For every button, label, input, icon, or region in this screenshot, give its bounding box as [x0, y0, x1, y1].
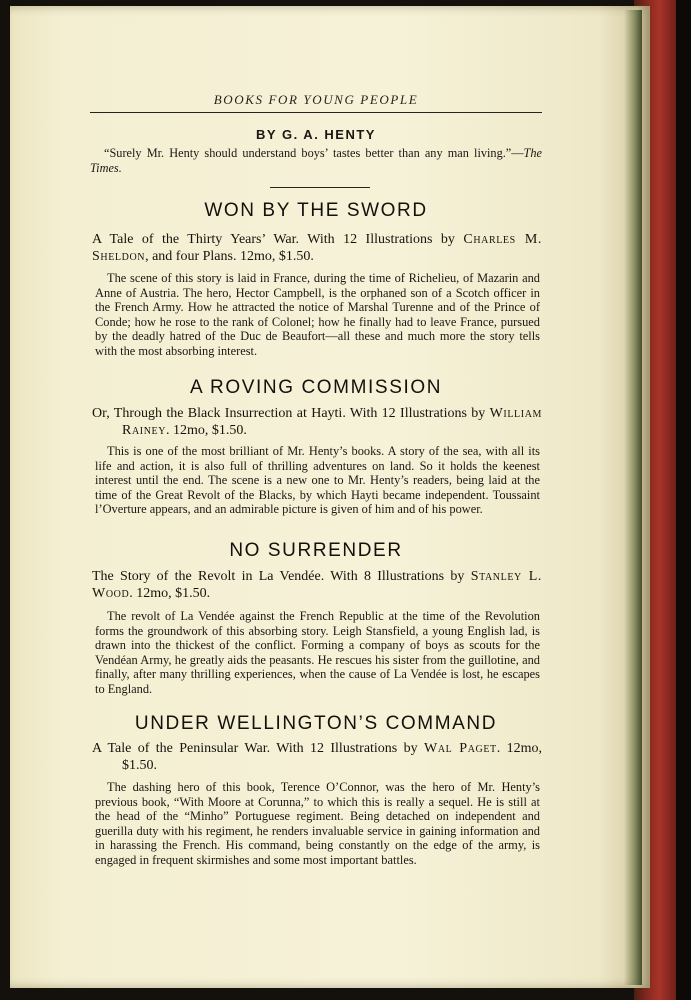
- subtitle-lead: A Tale of the Peninsular War. With 12 Illustrations by: [92, 741, 418, 756]
- book-description: This is one of the most brilliant of Mr. Henty’s books. A story of the sea, with all its life and action, it is also full of thrilling adventures on land. So it holds the keenest interest until the end. The scene is a new one to Mr. Henty’s readers, being laid at the time of the Great Revolt of the Blacks, by which Hayti became independent. Toussaint l’Overture appears, and an admirable picture is given of him and of his power.: [95, 444, 540, 516]
- book-description: The scene of this story is laid in France, during the time of Richelieu, of Mazarin and Anne of Austria. The hero, Hector Campbell, is the orphaned son of a Scotch officer in the French Army. How he attracted the notice of Marshal Turenne and of the Prince of Conde; how he rose to the rank of Colonel; how he finally had to leave France, pursued by the deadly hatred of the Duc de Beaufort—all these and much more the story tells with the most absorbing interest.: [95, 271, 540, 358]
- illustrator-name: Wal Paget: [424, 741, 497, 756]
- book-title: WON BY THE SWORD: [204, 200, 428, 221]
- book-title: UNDER WELLINGTON’S COMMAND: [134, 713, 498, 734]
- subtitle-lead: A Tale of the Thirty Years’ War. With 12 Illustrations by: [92, 232, 455, 247]
- book-description: The dashing hero of this book, Terence O’Connor, was the hero of Mr. Henty’s previous book, “With Moore at Corunna,” to which this is really a sequel. He is still at the head of the “Minho” Portuguese regiment. Being detached on independent and guerilla duty with his regiment, he renders invaluable service in gaining information and in harassing the French. His command, being constantly on the edge of the army, is engaged in frequent skirmishes and some most important battles.: [95, 780, 540, 867]
- book-title: NO SURRENDER: [229, 540, 403, 561]
- header-rule: [90, 112, 542, 113]
- quote-text: “Surely Mr. Henty should understand boys’ tastes better than any man living.”—: [104, 146, 524, 160]
- subtitle-price: . 12mo, $1.50.: [122, 741, 543, 773]
- book-description: The revolt of La Vendée against the French Republic at the time of the Revolution forms the groundwork of this absorbing story. Leigh Stansfield, a young English lad, is drawn into the thickest of the conflict. Forming a company of boys as scouts for the Vendéan Army, he greatly aids the peasants. He rescues his sister from the guillotine, and finally, after many thrilling experiences, when the cause of La Vendée is lost, he escapes to England.: [95, 609, 540, 696]
- times-quote: [90, 146, 542, 176]
- quote-source: The Times.: [90, 146, 542, 175]
- book-subtitle: [92, 231, 542, 265]
- dark-background-edge: [676, 0, 691, 1000]
- book-subtitle: [92, 405, 542, 439]
- page-gutter-shadow: [624, 10, 642, 985]
- subtitle-price: . 12mo, $1.50.: [129, 586, 211, 601]
- book-subtitle: [92, 568, 542, 602]
- book-title: A ROVING COMMISSION: [189, 377, 443, 398]
- illustrator-name: Stanley L. Wood: [92, 569, 542, 601]
- illustrator-name: Charles M. Sheldon: [92, 232, 543, 264]
- author-heading: BY G. A. HENTY: [256, 127, 376, 142]
- subtitle-price: , and four Plans. 12mo, $1.50.: [145, 249, 314, 264]
- section-divider: [270, 187, 370, 188]
- book-subtitle: [92, 740, 542, 774]
- subtitle-price: . 12mo, $1.50.: [166, 423, 247, 438]
- subtitle-lead: Or, Through the Black Insurrection at Hayti. With 12 Illustrations by: [92, 406, 486, 421]
- illustrator-name: William Rainey: [122, 406, 543, 438]
- subtitle-lead: The Story of the Revolt in La Vendée. With 8 Illustrations by: [92, 569, 465, 584]
- running-head: BOOKS FOR YOUNG PEOPLE: [213, 92, 419, 107]
